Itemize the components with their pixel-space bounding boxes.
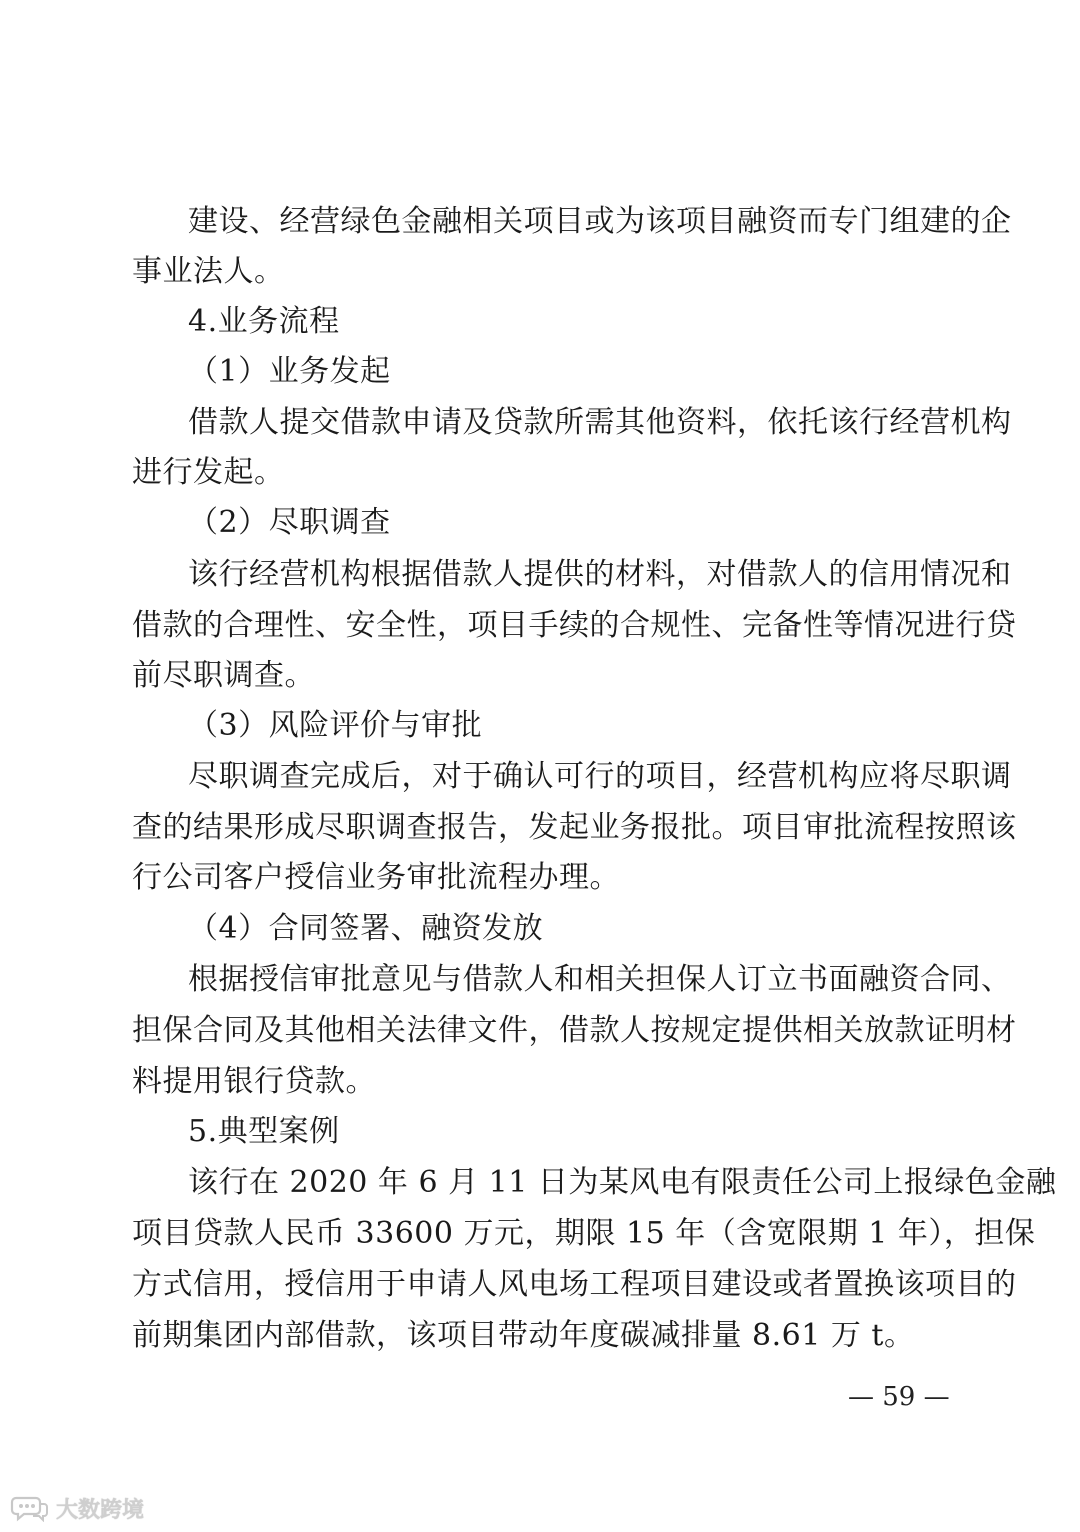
- watermark-text: 大数跨境: [56, 1497, 145, 1523]
- body-line: 该行经营机构根据借款人提供的材料，对借款人的信用情况和: [188, 557, 1012, 592]
- body-line: 根据授信审批意见与借款人和相关担保人订立书面融资合同、: [188, 962, 1012, 997]
- body-line: 方式信用，授信用于申请人风电场工程项目建设或者置换该项目的: [132, 1267, 1017, 1302]
- body-line: 前期集团内部借款，该项目带动年度碳减排量 8.61 万 t。: [132, 1318, 915, 1353]
- body-line: 建设、经营绿色金融相关项目或为该项目融资而专门组建的企: [188, 204, 1012, 239]
- subsection-heading: （3）风险评价与审批: [188, 708, 483, 743]
- body-line: 事业法人。: [132, 254, 285, 289]
- subsection-heading: （2）尽职调查: [188, 505, 391, 540]
- body-line: 借款人提交借款申请及贷款所需其他资料，依托该行经营机构: [188, 405, 1012, 440]
- page-number: — 59 —: [848, 1382, 950, 1412]
- body-line: 项目贷款人民币 33600 万元，期限 15 年（含宽限期 1 年），担保: [132, 1216, 1036, 1251]
- chat-bubble-logo-icon: [10, 1494, 50, 1522]
- body-line: 担保合同及其他相关法律文件，借款人按规定提供相关放款证明材: [132, 1013, 1017, 1048]
- body-line: 尽职调查完成后，对于确认可行的项目，经营机构应将尽职调: [188, 759, 1012, 794]
- body-line: 前尽职调查。: [132, 658, 315, 693]
- body-line: 借款的合理性、安全性，项目手续的合规性、完备性等情况进行贷: [132, 608, 1017, 643]
- subsection-heading: （1）业务发起: [188, 354, 391, 389]
- body-line: 行公司客户授信业务审批流程办理。: [132, 860, 620, 895]
- watermark: [10, 1492, 144, 1524]
- body-line: 该行在 2020 年 6 月 11 日为某风电有限责任公司上报绿色金融: [188, 1165, 1057, 1200]
- body-line: 料提用银行贷款。: [132, 1064, 376, 1099]
- section-heading: 4.业务流程: [188, 304, 340, 339]
- body-line: 进行发起。: [132, 455, 285, 490]
- body-line: 查的结果形成尽职调查报告，发起业务报批。项目审批流程按照该: [132, 810, 1017, 845]
- section-heading: 5.典型案例: [188, 1114, 340, 1149]
- subsection-heading: （4）合同签署、融资发放: [188, 911, 544, 946]
